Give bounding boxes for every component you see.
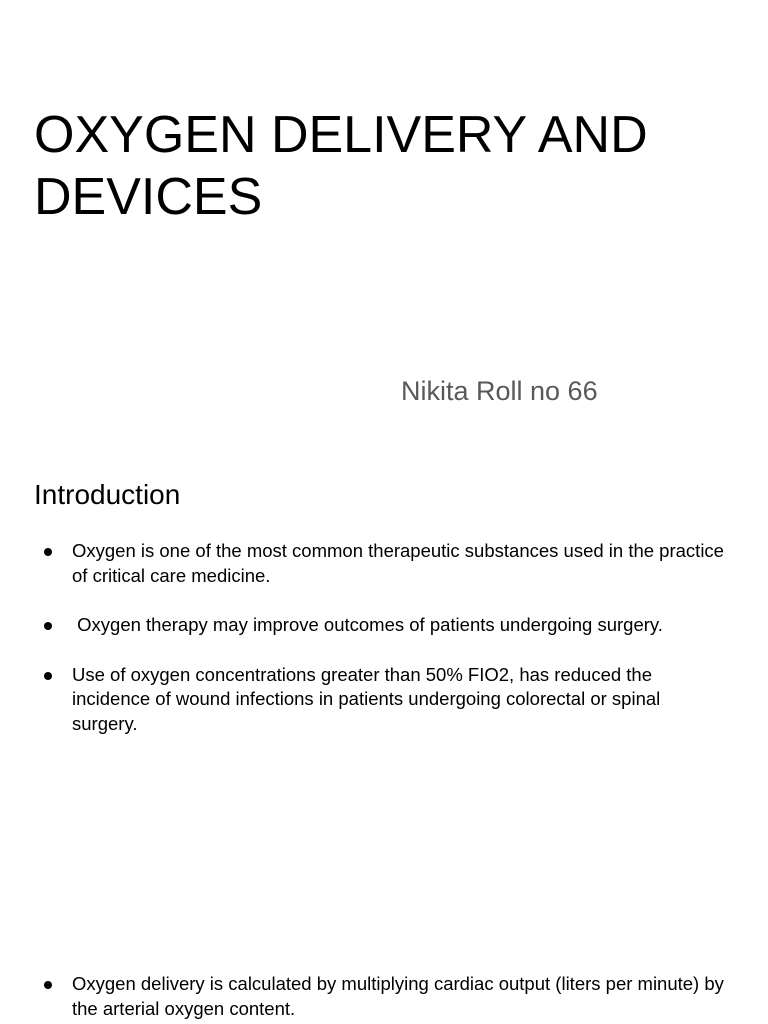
bullet-item — [0, 972, 768, 1021]
bullet-dot-icon — [44, 548, 52, 556]
bullet-item — [0, 539, 768, 588]
bullet-dot-icon — [44, 622, 52, 630]
introduction-bullet-list — [0, 539, 768, 736]
section-heading-introduction: Introduction — [34, 479, 181, 510]
document-title: OXYGEN DELIVERY AND DEVICES — [34, 106, 648, 226]
bullet-text: Use of oxygen concentrations greater than 50% FIO2, has reduced the incidence of wound infections in patients undergoing colorectal or spinal surgery. — [72, 663, 661, 734]
bullet-text: Oxygen delivery is calculated by multiplying cardiac output (liters per minute) by the arterial oxygen content. — [72, 973, 724, 1019]
bullet-item — [0, 663, 768, 737]
bullet-dot-icon — [44, 981, 52, 989]
oxygen-delivery-bullet-list — [0, 972, 768, 1021]
bullet-text: Oxygen therapy may improve outcomes of patients undergoing surgery. — [72, 614, 663, 635]
bullet-item — [0, 613, 768, 638]
author-name: Nikita Roll no 66 — [401, 376, 598, 406]
bullet-text: Oxygen is one of the most common therapeutic substances used in the practice of critical care medicine. — [72, 540, 724, 586]
bullet-dot-icon — [44, 672, 52, 680]
